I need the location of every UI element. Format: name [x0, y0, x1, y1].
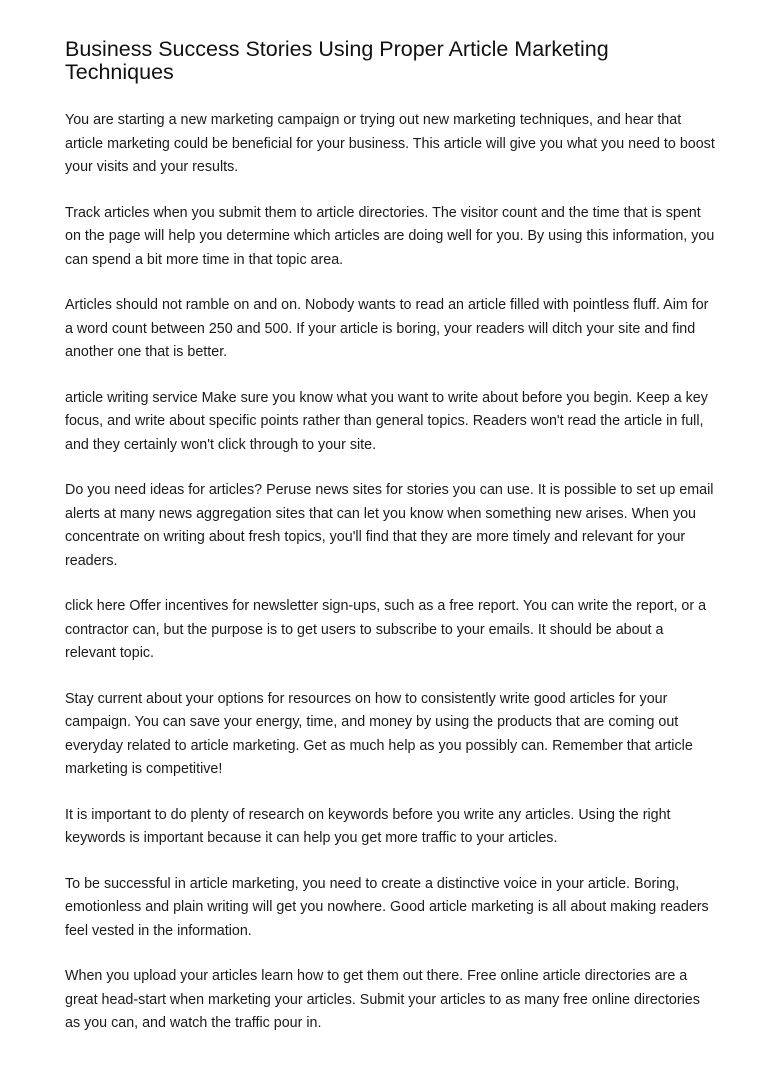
paragraph: click here Offer incentives for newsletter sign-ups, such as a free report. You can write the report, or a contractor can, but the purpose is to get users to subscribe to your emails. It should be about a relevant topic. — [65, 598, 707, 661]
paragraph: When you upload your articles learn how to get them out there. Free online article directories are a great head-start when marketing your articles. Submit your articles to as many free online directories as you can, and watch the traffic pour in. — [65, 968, 700, 1031]
paragraph: article writing service Make sure you know what you want to write about before you begin. Keep a key focus, and write about specific points rather than general topics. Readers won't read the article in full, and they certainly won't click through to your site. — [65, 389, 708, 453]
paragraph: To be successful in article marketing, you need to create a distinctive voice in your article. Boring, emotionless and plain writing will get you nowhere. Good article marketing is all about making readers feel vested in the information. — [65, 875, 709, 939]
paragraph: Track articles when you submit them to article directories. The visitor count and the time that is spent on the page will help you determine which articles are doing well for you. By using this information, you can spend a bit more time in that topic area. — [65, 204, 715, 268]
paragraph: Stay current about your options for resources on how to consistently write good articles for your campaign. You can save your energy, time, and money by using the products that are coming out everyday related to article marketing. Get as much help as you possibly can. Remember that article marketing is competitive! — [65, 690, 693, 777]
paragraph: Articles should not ramble on and on. Nobody wants to read an article filled with pointless fluff. Aim for a word count between 250 and 500. If your article is boring, your readers will ditch your site and find another one that is better. — [65, 297, 709, 360]
document-title: Business Success Stories Using Proper Article Marketing Techniques — [65, 37, 609, 84]
paragraph: It is important to do plenty of research on keywords before you write any articles. Using the right keywords is important because it can help you get more traffic to your articles. — [65, 806, 671, 846]
paragraph: You are starting a new marketing campaign or trying out new marketing techniques, and hear that article marketing could be beneficial for your business. This article will give you what you need to boost your visits and your results. — [65, 112, 715, 175]
document-page — [65, 38, 715, 1058]
paragraph: Do you need ideas for articles? Peruse news sites for stories you can use. It is possible to set up email alerts at many news aggregation sites that can let you know when something new arises. When you concentrate on writing about fresh topics, you'll find that they are more timely and relevant for your readers. — [65, 482, 714, 569]
